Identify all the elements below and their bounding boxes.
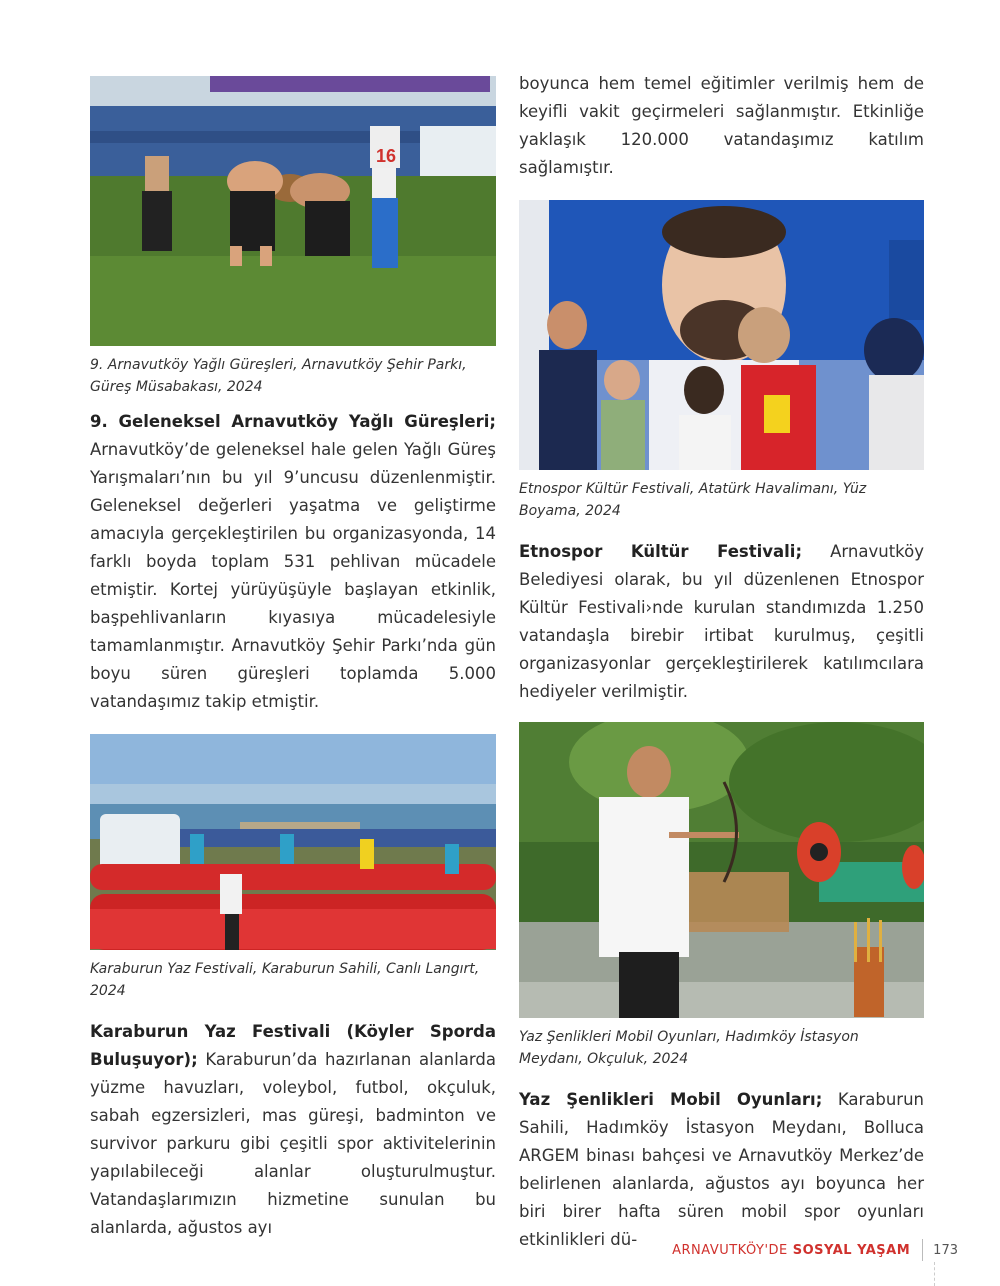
karaburun-paragraph: [90, 1018, 496, 1242]
wrestling-body: Arnavutköy’de geleneksel hale gelen Yağlı Güreş Yarışmaları’nın bu yıl 9’uncusu düzenlenmiştir. Geleneksel değerleri yaşatma ve geliştirme amacıyla gerçekleştirilen bu organizasyonda, 14 farklı boyda toplam 531 pehlivan mücadele etmiştir. Kortej yürüyüşüyle başlayan etkinlik, başpehlivanların kıyasıya mücadelesiyle tamamlanmıştır. Arnavutköy Şehir Parkı’nda gün boyu süren güreşleri toplamda 5.000 vatandaşımız takip etmiştir.: [90, 440, 496, 711]
footer-divider: [922, 1239, 923, 1261]
page-number: 173: [933, 1242, 958, 1258]
right-column: [519, 70, 924, 1254]
page-edge-divider: [934, 1262, 936, 1286]
svg-text:16: 16: [375, 146, 397, 166]
face-painting-photo: [519, 200, 924, 470]
etnospor-heading: Etnospor Kültür Festivali;: [519, 542, 803, 561]
wrestling-photo: [90, 76, 496, 346]
footer-section-name: SOSYAL YAŞAM: [792, 1242, 911, 1258]
archery-caption: Yaz Şenlikleri Mobil Oyunları, Hadımköy İstasyon Meydanı, Okçuluk, 2024: [519, 1029, 859, 1067]
mobile-games-heading: Yaz Şenlikleri Mobil Oyunları;: [519, 1090, 823, 1109]
wrestling-heading: 9. Geleneksel Arnavutköy Yağlı Güreşleri;: [90, 412, 496, 431]
continued-paragraph: boyunca hem temel eğitimler verilmiş hem de keyifli vakit geçirmeleri sağlanmıştır. Etkinliğe yaklaşık 120.000 vatandaşımız katılım sağlamıştır.: [519, 74, 924, 177]
mobile-games-body: Karaburun Sahili, Hadımköy İstasyon Meydanı, Bolluca ARGEM binası bahçesi ve Arnavutköy Merkez’de belirlenen alanlarda, ağustos ayı boyunca her biri birer hafta süren mobil spor oyunları etkinlikleri dü-: [519, 1090, 924, 1249]
mobile-games-paragraph: [519, 1086, 924, 1254]
etnospor-caption: Etnospor Kültür Festivali, Atatürk Havalimanı, Yüz Boyama, 2024: [519, 481, 867, 519]
inflatable-football-photo: [90, 734, 496, 950]
page-footer: [672, 1238, 958, 1262]
footer-section-prefix: ARNAVUTKÖY'DE: [672, 1242, 788, 1258]
etnospor-body: Arnavutköy Belediyesi olarak, bu yıl düzenlenen Etnospor Kültür Festivali›nde kurulan standımızda 1.250 vatandaşla birebir irtibat kurulmuş, çeşitli organizasyonlar gerçekleştirilerek katılımcılara hediyeler verilmiştir.: [519, 542, 924, 701]
wrestling-caption: 9. Arnavutköy Yağlı Güreşleri, Arnavutköy Şehir Parkı, Güreş Müsabakası, 2024: [90, 357, 467, 395]
left-column: [90, 76, 496, 1242]
wrestling-paragraph: [90, 408, 496, 716]
karaburun-caption: Karaburun Yaz Festivali, Karaburun Sahili, Canlı Langırt, 2024: [90, 961, 480, 999]
karaburun-heading: Karaburun Yaz Festivali (Köyler Sporda Buluşuyor);: [90, 1022, 496, 1069]
archery-photo: [519, 722, 924, 1018]
karaburun-body: Karaburun’da hazırlanan alanlarda yüzme havuzları, voleybol, futbol, okçuluk, sabah egzersizleri, mas güreşi, badminton ve survivor parkuru gibi çeşitli spor aktivitelerinin yapılabileceği alanlar oluşturulmuştur. Vatandaşlarımızın hizmetine sunulan bu alanlarda, ağustos ayı: [90, 1050, 496, 1237]
etnospor-paragraph: [519, 538, 924, 706]
